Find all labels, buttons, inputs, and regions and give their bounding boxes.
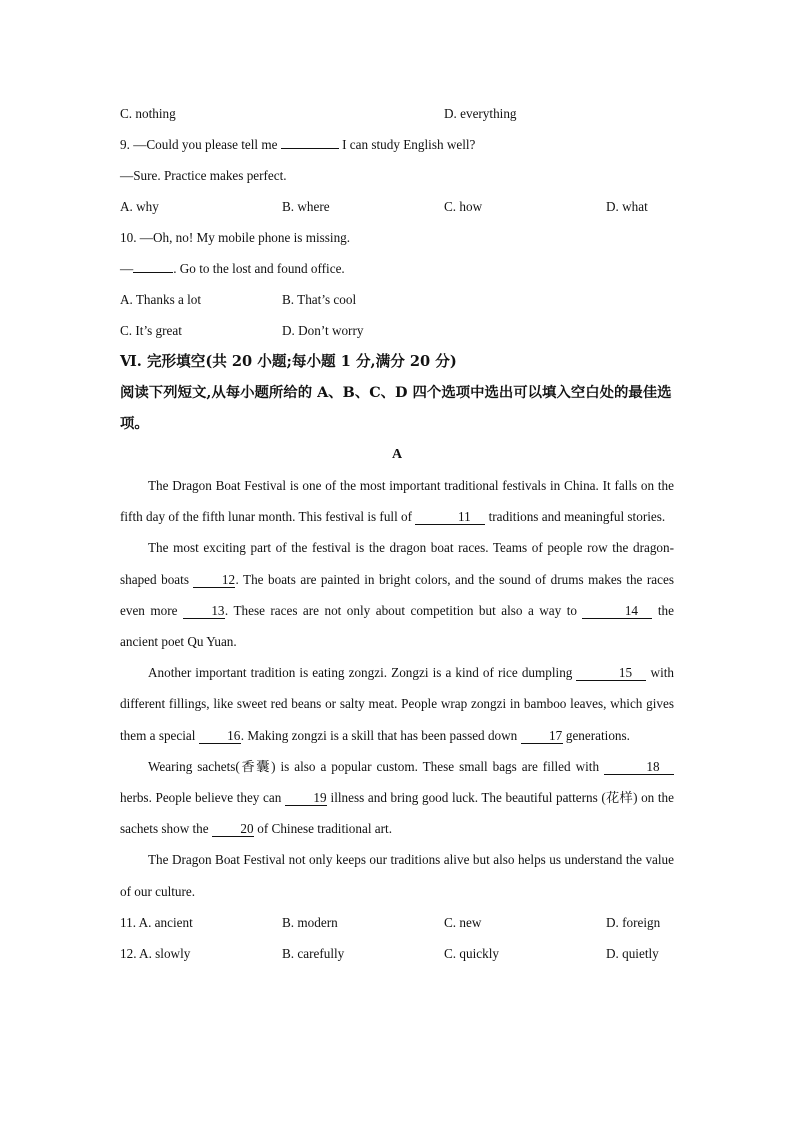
blank-11: 11 (415, 509, 485, 525)
blank-14: 14 (582, 603, 652, 619)
passage-paragraph-4: Wearing sachets(香囊) is also a popular custom. These small bags are filled with 18 herbs. People believe they can 19 illness and bring good luck. The beautiful patterns (花样) on the sachets show the 20 of Chinese traditional art. (120, 758, 674, 837)
blank-12: 12 (193, 572, 235, 588)
option-a: A. why (120, 199, 159, 214)
answer-blank (133, 259, 173, 273)
passage-label: A (391, 447, 403, 462)
passage-paragraph-1: The Dragon Boat Festival is one of the most important traditional festivals in China. It falls on the fifth day of the fifth lunar month. This festival is full of 11 traditions and meaningful stories. (120, 478, 674, 525)
option-b: B. modern (282, 914, 338, 930)
option-d: D. what (606, 199, 648, 214)
option-c: C. nothing (120, 106, 176, 121)
option-c: C. quickly (444, 945, 499, 961)
q11-options (120, 907, 674, 938)
q9-reply: —Sure. Practice makes perfect. (120, 168, 287, 183)
passage-paragraph-5: The Dragon Boat Festival not only keeps our traditions alive but also helps us understand the value of our culture. (120, 852, 674, 899)
blank-18: 18 (604, 759, 674, 775)
option-d: D. everything (444, 106, 517, 121)
q12-options (120, 938, 674, 969)
option-c: C. how (444, 199, 483, 214)
blank-20: 20 (212, 821, 254, 837)
q9-stem: 9. —Could you please tell me I can study English well? (120, 137, 476, 152)
q10-reply: — . Go to the lost and found office. (120, 261, 345, 276)
option-a: 11. A. ancient (120, 914, 193, 930)
q10-options-row2 (120, 315, 674, 346)
answer-blank (281, 135, 339, 149)
option-c: C. new (444, 914, 482, 930)
option-b: B. carefully (282, 945, 345, 961)
passage-paragraph-3: Another important tradition is eating zongzi. Zongzi is a kind of rice dumpling 15 with different fillings, like sweet red beans or salty meat. People wrap zongzi in bamboo leaves, which gives them a special 16. Making zongzi is a skill that has been passed down 17 generations. (120, 665, 674, 743)
option-a: A. Thanks a lot (120, 292, 202, 307)
blank-13: 13 (183, 603, 225, 619)
option-b: B. where (282, 199, 330, 214)
option-d: D. Don’t worry (282, 323, 364, 338)
blank-19: 19 (285, 790, 327, 806)
section-heading: Ⅵ. 完形填空(共 20 小题;每小题 1 分,满分 20 分) (120, 353, 457, 370)
q10-options-row1 (120, 284, 674, 315)
option-c: C. It’s great (120, 323, 182, 338)
option-d: D. quietly (606, 945, 659, 961)
option-d: D. foreign (606, 914, 661, 930)
blank-16: 16 (199, 728, 241, 744)
q10-stem: 10. —Oh, no! My mobile phone is missing. (120, 230, 351, 245)
section-instruction: 阅读下列短文,从每小题所给的 A、B、C、D 四个选项中选出可以填入空白处的最佳选项。 (120, 384, 672, 432)
option-a: 12. A. slowly (120, 945, 191, 961)
option-b: B. That’s cool (282, 292, 357, 307)
passage-paragraph-2: The most exciting part of the festival is the dragon boat races. Teams of people row the dragon-shaped boats 12. The boats are painted in bright colors, and the sound of drums makes the races even more 13. These races are not only about competition but also a way to 14 the ancient poet Qu Yuan. (120, 540, 674, 650)
q9-options (120, 191, 674, 222)
blank-15: 15 (576, 665, 646, 681)
exam-page (120, 98, 674, 969)
q8-options-continued (120, 98, 674, 129)
blank-17: 17 (521, 728, 563, 744)
